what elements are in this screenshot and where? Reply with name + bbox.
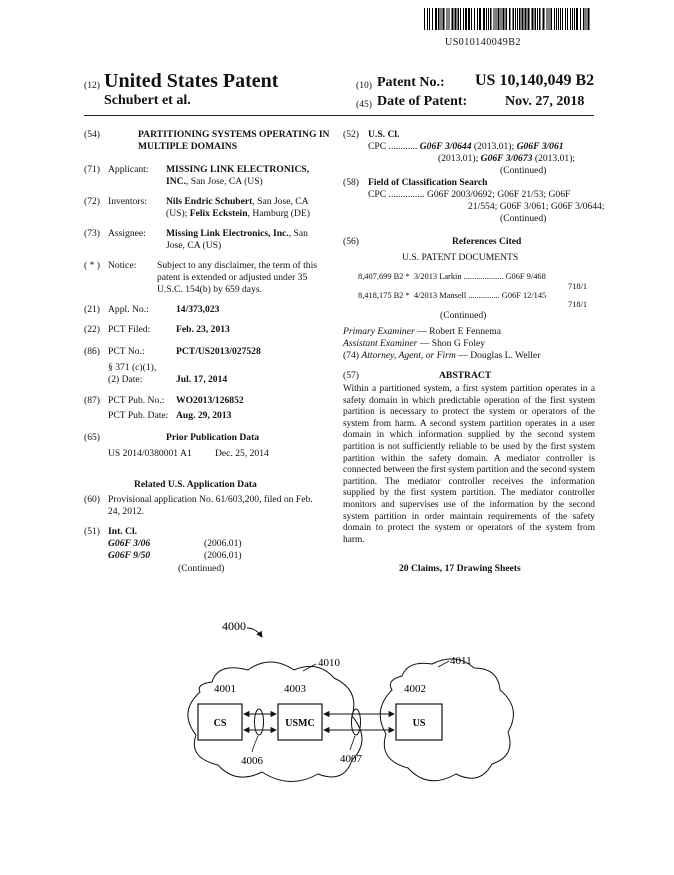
code-71: (71) [84, 164, 100, 175]
barcode-bar [427, 8, 428, 30]
barcode-bar [506, 8, 508, 30]
label-4011-leader [438, 661, 449, 667]
pct-pub-no-label: PCT Pub. No.: [108, 395, 165, 406]
code-56: (56) [343, 236, 359, 247]
s371-value: Jul. 17, 2014 [176, 374, 228, 385]
references-continued: (Continued) [440, 310, 487, 321]
claims-summary: 20 Claims, 17 Drawing Sheets [399, 563, 521, 574]
code-58: (58) [343, 177, 359, 188]
interface-4006 [255, 709, 264, 735]
barcode-bar [483, 8, 485, 30]
us-cl-continued: (Continued) [500, 165, 547, 176]
us-cl-title: U.S. Cl. [368, 129, 400, 140]
primary-examiner: Primary Examiner — Robert E Fennema [343, 326, 502, 337]
assignee-label: Assignee: [108, 228, 146, 239]
code-65: (65) [84, 432, 100, 443]
field-search-line1: CPC ............... G06F 2003/0692; G06F 21/53; G06F [368, 189, 571, 200]
barcode-bar [562, 8, 563, 30]
inventors-line2: (US); Felix Eckstein, Hamburg (DE) [166, 208, 310, 219]
reference-1-cls2: 718/1 [568, 282, 588, 291]
code-10: (10) [356, 80, 372, 91]
date-label: Date of Patent: [377, 94, 468, 109]
label-4003: 4003 [284, 683, 306, 695]
s371-line1: § 371 (c)(1), [108, 362, 157, 373]
patent-no-label: Patent No.: [377, 75, 445, 90]
assignee-line1: Missing Link Electronics, Inc., San [166, 228, 308, 239]
assignee-line2: Jose, CA (US) [166, 240, 222, 251]
barcode-bar [458, 8, 460, 30]
inventor-short: Schubert et al. [104, 93, 191, 108]
barcode-bar [460, 8, 461, 30]
int-cl-title: Int. Cl. [108, 526, 138, 537]
figure-4000 [0, 600, 674, 800]
title-line1: PARTITIONING SYSTEMS OPERATING IN [138, 129, 330, 140]
barcode-bar [455, 8, 457, 30]
barcode-bar [528, 8, 530, 30]
barcode-bar [547, 8, 548, 30]
barcode-bar [554, 8, 555, 30]
barcode-bar [556, 8, 557, 30]
notice-line3: U.S.C. 154(b) by 659 days. [157, 284, 262, 295]
pct-no-value: PCT/US2013/027528 [176, 346, 261, 357]
barcode-bar [565, 8, 566, 30]
barcode-bar [438, 8, 440, 30]
us-cl-line1: CPC ............ G06F 3/0644 (2013.01); G06F 3/061 [368, 141, 564, 152]
inventors-line1: Nils Endric Schubert, San Jose, CA [166, 196, 309, 207]
pct-pub-date-value: Aug. 29, 2013 [176, 410, 232, 421]
code-21: (21) [84, 304, 100, 315]
box-cs-label: CS [213, 718, 227, 729]
barcode-bar [558, 8, 559, 30]
box-usmc-label: USMC [285, 718, 315, 729]
abstract-title: ABSTRACT [439, 370, 492, 381]
references-title: References Cited [452, 236, 522, 247]
barcode-bar [441, 8, 442, 30]
notice-line2: patent is extended or adjusted under 35 [157, 272, 308, 283]
barcode-bar [488, 8, 489, 30]
label-4000: 4000 [222, 619, 246, 633]
code-86: (86) [84, 346, 100, 357]
barcode-bar [532, 8, 534, 30]
barcode-bar [501, 8, 502, 30]
code-notice: ( * ) [84, 260, 100, 271]
barcode-bar [463, 8, 464, 30]
field-search-continued: (Continued) [500, 213, 547, 224]
label-4001: 4001 [214, 683, 236, 695]
barcode-bar [519, 8, 521, 30]
barcode-bar [496, 8, 497, 30]
s371-line2: (2) Date: [108, 374, 143, 385]
barcode-bar [486, 8, 487, 30]
label-4002: 4002 [404, 683, 426, 695]
barcode-bar [539, 8, 541, 30]
document-title: United States Patent [104, 70, 279, 92]
prior-pub-number: US 2014/0380001 A1 [108, 448, 192, 459]
pct-no-label: PCT No.: [108, 346, 145, 357]
barcode-bar [490, 8, 492, 30]
patent-date: Nov. 27, 2018 [505, 94, 585, 109]
barcode-bar [479, 8, 481, 30]
code-72: (72) [84, 196, 100, 207]
pct-filed-value: Feb. 23, 2013 [176, 324, 230, 335]
appl-no-value: 14/373,023 [176, 304, 220, 315]
barcode-bar [588, 8, 590, 30]
barcode-bar [522, 8, 524, 30]
barcode-bar [576, 8, 578, 30]
prior-pub-title: Prior Publication Data [166, 432, 260, 443]
barcode-bar [549, 8, 550, 30]
box-us-label: US [412, 718, 426, 729]
int-cl-1-date: (2006.01) [204, 538, 242, 549]
reference-1: 8,407,699 B2 * 3/2013 Larkin ................... G06F 9/468 [358, 272, 546, 281]
int-cl-1: G06F 3/06 [108, 538, 151, 549]
barcode-bar [503, 8, 505, 30]
patent-number: US 10,140,049 B2 [475, 72, 595, 89]
code-73: (73) [84, 228, 100, 239]
abstract-text: Within a partitioned system, a first system partition operates in a safety domain in which predictable operation of the first system partition is necessary to protect the system or operators of the system from harm. A second system partition operates in a user domain in which information supplied by the second system partition is not sufficiently reliable to be used by the first system partition within the safety domain. A mediator controller is connected between the first system partition and the second system partition. The mediator controller receives the information supplied by the first system partition. The mediator controller monitors and supervises use of the information by the second system partition in order maintain requirements of the safety domain to protect the system or operators of the system from harm. [343, 384, 595, 545]
barcode-bar [572, 8, 573, 30]
label-4000-arrow [247, 628, 262, 637]
barcode-bar [477, 8, 478, 30]
applicant-name: MISSING LINK ELECTRONICS, [166, 164, 310, 175]
barcode-bar [509, 8, 511, 30]
barcode-bar [567, 8, 568, 30]
barcode-bar [471, 8, 472, 30]
applicant-line2: INC., San Jose, CA (US) [166, 176, 263, 187]
applicant-label: Applicant: [108, 164, 149, 175]
header-rule [84, 115, 594, 116]
appl-no-label: Appl. No.: [108, 304, 149, 315]
barcode-bar [551, 8, 553, 30]
barcode-bar [429, 8, 430, 30]
code-45: (45) [356, 99, 372, 110]
barcode-bar [535, 8, 537, 30]
code-87: (87) [84, 395, 100, 406]
code-51: (51) [84, 526, 100, 537]
barcode-number: US010140049B2 [445, 37, 521, 48]
code-60: (60) [84, 494, 100, 505]
field-search-title: Field of Classification Search [368, 177, 488, 188]
pct-filed-label: PCT Filed: [108, 324, 151, 335]
barcode-bar [498, 8, 500, 30]
code-54: (54) [84, 129, 100, 140]
label-4011: 4011 [450, 655, 472, 667]
code-52: (52) [343, 129, 359, 140]
barcode-bar [537, 8, 538, 30]
reference-2-cls2: 718/1 [568, 300, 588, 309]
barcode-bar [580, 8, 581, 30]
inventors-label: Inventors: [108, 196, 147, 207]
barcode-bar [574, 8, 575, 30]
barcode-bar [449, 8, 450, 30]
barcode-bar [494, 8, 495, 30]
related-data-title: Related U.S. Application Data [134, 479, 257, 490]
int-cl-2-date: (2006.01) [204, 550, 242, 561]
code-12: (12) [84, 80, 100, 91]
notice-line1: Subject to any disclaimer, the term of this [157, 260, 318, 271]
us-docs-title: U.S. PATENT DOCUMENTS [402, 252, 519, 263]
provisional-line1: Provisional application No. 61/603,200, filed on Feb. [108, 494, 313, 505]
attorney: (74) Attorney, Agent, or Firm — Douglas L. Weller [343, 350, 541, 361]
pct-pub-date-label: PCT Pub. Date: [108, 410, 169, 421]
barcode-bar [465, 8, 467, 30]
label-4010: 4010 [318, 657, 340, 669]
reference-2: 8,418,175 B2 * 4/2013 Mansell ............... G06F 12/145 [358, 291, 547, 300]
barcode-bar [525, 8, 527, 30]
label-4006-leader [252, 736, 258, 752]
label-4010-leader [303, 664, 316, 671]
label-4007-leader [350, 736, 355, 750]
code-57: (57) [343, 370, 359, 381]
barcode-bar [517, 8, 518, 30]
barcode-bar [543, 8, 545, 30]
barcode-bar [474, 8, 475, 30]
barcode-bar [435, 8, 437, 30]
notice-label: Notice: [108, 260, 137, 271]
barcode-bar [452, 8, 454, 30]
pct-pub-no-value: WO2013/126852 [176, 395, 244, 406]
barcode-bar [570, 8, 571, 30]
label-4007: 4007 [340, 753, 362, 765]
barcode-bar [424, 8, 425, 30]
int-cl-continued: (Continued) [178, 563, 225, 574]
provisional-line2: 24, 2012. [108, 506, 144, 517]
barcode-bar [515, 8, 516, 30]
label-4006: 4006 [241, 755, 263, 767]
code-22: (22) [84, 324, 100, 335]
barcode-bar [513, 8, 515, 30]
barcode [424, 8, 592, 30]
barcode-bar [432, 8, 433, 30]
prior-pub-date: Dec. 25, 2014 [215, 448, 269, 459]
title-line2: MULTIPLE DOMAINS [138, 141, 238, 152]
assistant-examiner: Assistant Examiner — Shon G Foley [343, 338, 486, 349]
barcode-bar [443, 8, 445, 30]
int-cl-2: G06F 9/50 [108, 550, 151, 561]
us-cl-line2: (2013.01); G06F 3/0673 (2013.01); [438, 153, 576, 164]
barcode-bar [586, 8, 587, 30]
barcode-bar [468, 8, 470, 30]
field-search-line2: 21/554; G06F 3/061; G06F 3/0644; [468, 201, 605, 212]
barcode-bar [560, 8, 561, 30]
barcode-bar [583, 8, 585, 30]
barcode-bar [447, 8, 448, 30]
